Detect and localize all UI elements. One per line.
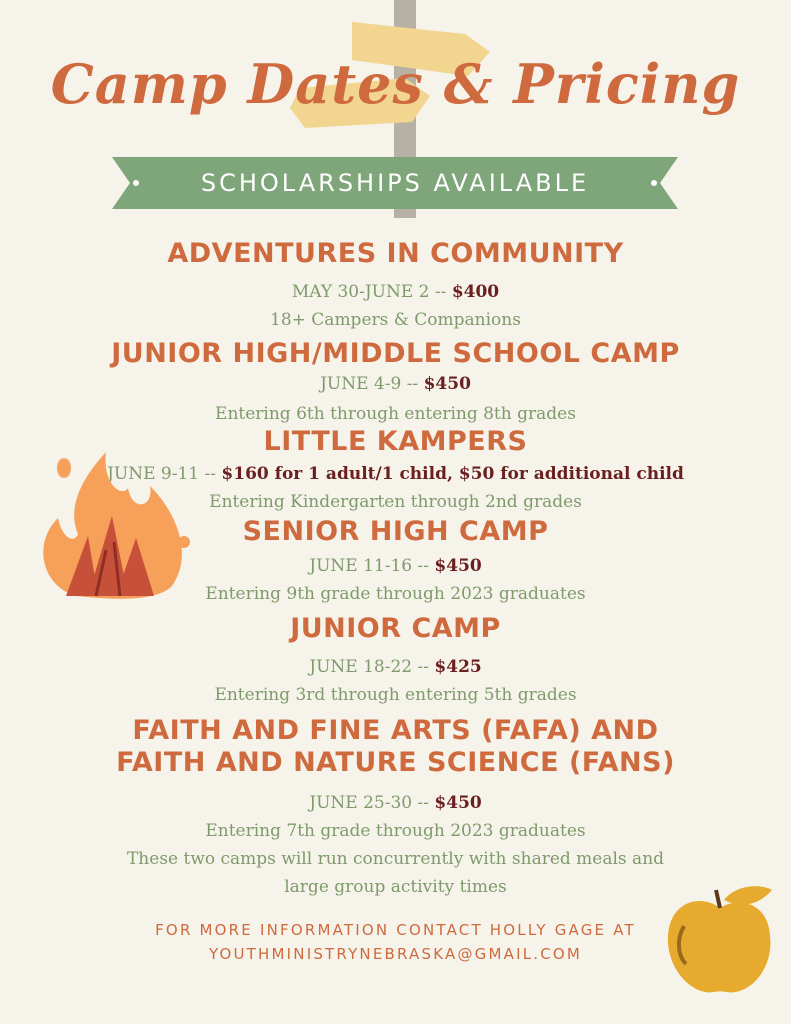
- camp-junior-high: [0, 338, 791, 428]
- camp-junior: [0, 613, 791, 709]
- camp-dates-price: [0, 789, 791, 817]
- camp-heading: JUNIOR CAMP: [290, 613, 501, 644]
- camp-detail: Entering Kindergarten through 2nd grades: [209, 492, 582, 512]
- camp-price: $160 for 1 adult/1 child, $50 for additional child: [221, 464, 684, 484]
- camp-dates: JUNE 25-30 --: [309, 793, 435, 813]
- camp-detail: Entering 9th grade through 2023 graduates: [205, 584, 586, 604]
- camp-dates: JUNE 9-11 --: [107, 464, 222, 484]
- camp-dates: MAY 30-JUNE 2 --: [291, 282, 452, 302]
- camp-detail: Entering 6th through entering 8th grades: [215, 404, 576, 424]
- scholarship-banner: [112, 157, 678, 209]
- camp-detail: Entering 7th grade through 2023 graduates: [205, 821, 586, 841]
- banner-text: SCHOLARSHIPS AVAILABLE: [200, 169, 590, 197]
- camp-price: $450: [434, 793, 482, 813]
- camp-dates: JUNE 18-22 --: [309, 657, 435, 677]
- camp-heading: SENIOR HIGH CAMP: [242, 516, 549, 547]
- camp-price: $400: [451, 282, 500, 302]
- camp-heading: LITTLE KAMPERS: [263, 426, 528, 457]
- camp-heading: JUNIOR HIGH/MIDDLE SCHOOL CAMP: [111, 338, 680, 369]
- contact-line: FOR MORE INFORMATION CONTACT HOLLY GAGE AT: [155, 921, 636, 939]
- camp-fafa-fans: [0, 715, 791, 901]
- apple-icon: [662, 884, 778, 1000]
- camp-detail: large group activity times: [284, 877, 507, 897]
- camp-price: $450: [434, 556, 482, 576]
- contact-email[interactable]: YOUTHMINISTRYNEBRASKA@GMAIL.COM: [208, 945, 583, 963]
- camp-adventures-in-community: [0, 238, 791, 334]
- camp-heading-line-1: FAITH AND FINE ARTS (FAFA) AND: [132, 715, 659, 746]
- camp-heading: ADVENTURES IN COMMUNITY: [167, 238, 624, 269]
- camp-price: $425: [434, 657, 482, 677]
- camp-dates-price: [0, 278, 791, 306]
- campfire-icon: [36, 446, 190, 602]
- camp-dates-price: [0, 653, 791, 681]
- camp-detail: 18+ Campers & Companions: [270, 310, 521, 330]
- camp-dates: JUNE 4-9 --: [320, 374, 424, 394]
- page-title: Camp Dates & Pricing: [50, 52, 741, 116]
- camp-heading-line-2: FAITH AND NATURE SCIENCE (FANS): [116, 747, 675, 778]
- camp-dates-price: [0, 370, 791, 398]
- camp-dates: JUNE 11-16 --: [309, 556, 435, 576]
- camp-detail: These two camps will run concurrently with shared meals and: [126, 849, 665, 869]
- camp-detail: Entering 3rd through entering 5th grades: [214, 685, 577, 705]
- camp-price: $450: [423, 374, 471, 394]
